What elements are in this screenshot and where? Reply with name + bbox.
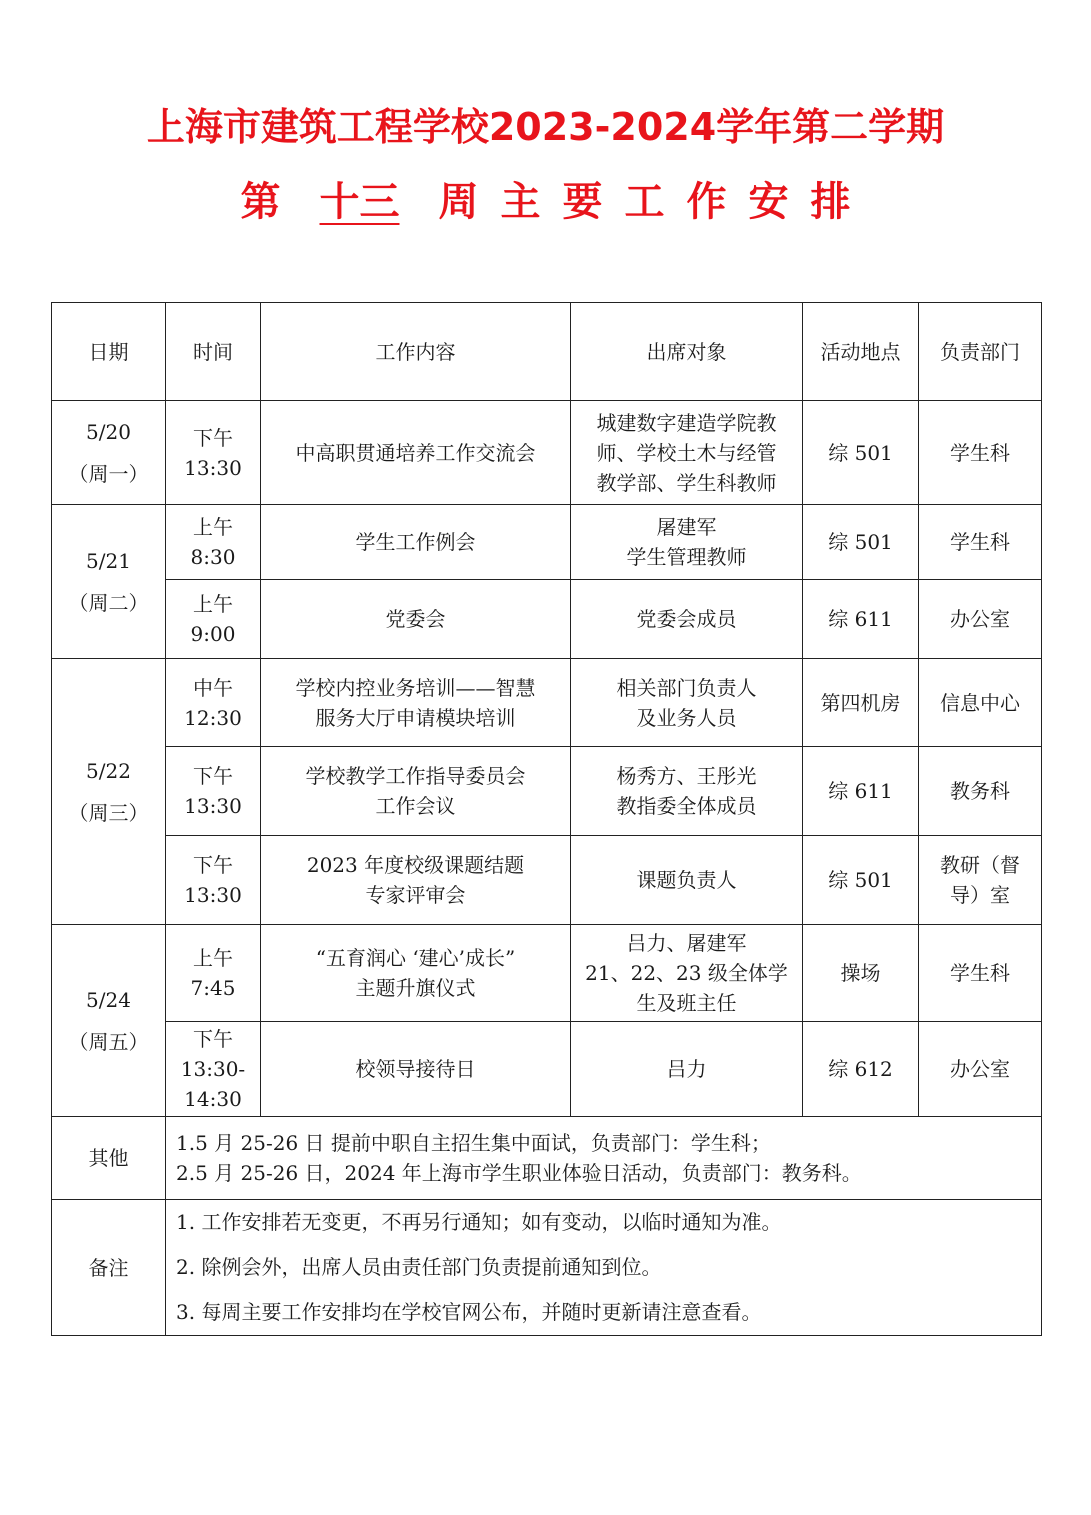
content-cell [261,1022,571,1117]
content-text: 2023 年度校级课题结题 [306,853,525,877]
date-text: 5/22 [86,758,131,783]
department-text: 学生科 [950,530,1010,554]
time-text: 13:30 [184,455,242,480]
location-text: 综 612 [828,1057,893,1081]
department-cell [919,1022,1042,1117]
document-title: 上海市建筑工程学校2023-2024学年第二学期 [146,105,945,149]
department-cell [919,836,1042,925]
schedule-table [51,302,1042,1336]
content-text: 学校教学工作指导委员会 [305,764,526,788]
attendees-text: 杨秀方、王彤光 [616,764,757,788]
department-cell [919,505,1042,580]
attendees-text: 学生管理教师 [626,545,747,569]
table-row [52,505,1042,580]
table-row [52,659,1042,747]
time-cell [166,505,261,580]
department-cell [919,659,1042,747]
other-row [52,1117,1042,1200]
table-row [52,836,1042,925]
department-text: 办公室 [950,607,1010,631]
time-text: 下午 [193,1027,233,1051]
table-row [52,1022,1042,1117]
attendees-text: 吕力 [666,1057,707,1081]
content-cell [261,659,571,747]
remark-line: 1. 工作安排若无变更，不再另行通知；如有变动，以临时通知为准。 [176,1210,782,1234]
time-cell [166,580,261,659]
content-text: 主题升旗仪式 [355,976,476,1000]
department-text: 导）室 [950,883,1010,907]
attendees-text: 相关部门负责人 [616,675,757,700]
weekday-text: （周三） [68,800,149,825]
other-label: 其他 [52,1117,166,1200]
location-cell [803,505,919,580]
time-cell [166,659,261,747]
location-text: 综 501 [828,440,893,465]
subtitle-char: 要 [562,179,603,225]
attendees-text: 生及班主任 [636,991,737,1015]
attendees-cell [571,1022,803,1117]
date-text: 5/21 [86,548,131,573]
time-cell [166,925,261,1022]
remark-line: 2. 除例会外，出席人员由责任部门负责提前通知到位。 [176,1255,662,1279]
content-cell [261,580,571,659]
subtitle-char: 工 [624,179,665,225]
location-text: 综 501 [828,530,893,554]
content-cell [261,401,571,505]
remark-line: 3. 每周主要工作安排均在学校官网公布，并随时更新请注意查看。 [176,1300,762,1324]
attendees-text: 教学部、学生科教师 [596,470,777,495]
header-cell: 工作内容 [261,303,571,401]
attendees-text: 城建数字建造学院教 [596,410,777,435]
content-text: 中高职贯通培养工作交流会 [295,440,536,465]
time-text: 中午 [193,675,233,700]
location-cell [803,580,919,659]
time-cell [166,836,261,925]
date-text: 5/24 [86,987,131,1012]
time-text: 下午 [193,853,233,877]
location-text: 综 611 [828,779,893,803]
department-text: 教研（督 [940,853,1020,877]
attendees-text: 吕力、屠建军 [626,931,747,955]
other-line: 2.5 月 25-26 日，2024 年上海市学生职业体验日活动，负责部门：教务科。 [176,1161,862,1185]
attendees-text: 屠建军 [656,515,717,539]
attendees-cell [571,925,803,1022]
location-cell [803,925,919,1022]
time-text: 7:45 [190,976,236,1000]
department-text: 学生科 [950,440,1010,465]
remarks-label: 备注 [52,1200,166,1336]
subtitle-char: 周 [438,179,479,225]
attendees-cell [571,401,803,505]
attendees-text: 21、22、23 级全体学 [585,961,788,985]
department-text: 信息中心 [940,690,1020,715]
time-text: 8:30 [190,545,236,569]
location-text: 第四机房 [820,690,901,715]
attendees-cell [571,659,803,747]
attendees-cell [571,505,803,580]
remarks-content [166,1200,1042,1336]
department-text: 教务科 [950,779,1010,803]
header-cell: 出席对象 [571,303,803,401]
attendees-text: 教指委全体成员 [616,794,757,818]
subtitle-char: 主 [500,179,541,225]
content-text: 工作会议 [375,794,456,818]
location-cell [803,836,919,925]
header-cell: 日期 [52,303,166,401]
date-text: 5/20 [86,419,131,444]
header-row [52,303,1042,401]
time-text: 12:30 [184,705,242,730]
attendees-text: 课题负责人 [636,868,737,892]
content-text: 学生工作例会 [355,530,476,554]
remarks-row [52,1200,1042,1336]
department-text: 办公室 [950,1057,1010,1081]
time-text: 上午 [193,946,233,970]
attendees-cell [571,580,803,659]
location-text: 操场 [840,961,881,985]
subtitle-prefix: 第 [240,179,281,225]
week-number: 十三 [319,179,400,225]
table-row [52,747,1042,836]
time-cell [166,747,261,836]
attendees-text: 党委会成员 [636,607,737,631]
content-cell [261,925,571,1022]
date-cell [52,505,166,659]
content-cell [261,505,571,580]
location-cell [803,1022,919,1117]
location-text: 综 501 [828,868,893,892]
attendees-text: 师、学校土木与经管 [596,440,777,465]
location-cell [803,401,919,505]
header-cell: 时间 [166,303,261,401]
time-text: 上午 [193,592,233,616]
header-cell: 活动地点 [803,303,919,401]
weekday-text: （周二） [68,590,149,615]
content-text: “五育润心 ‘建心’成长” [315,946,516,970]
attendees-cell [571,747,803,836]
time-text: 13:30- [180,1057,246,1081]
department-cell [919,580,1042,659]
location-text: 综 611 [828,607,893,631]
content-text: 专家评审会 [365,883,466,907]
content-text: 校领导接待日 [355,1057,476,1081]
content-text: 服务大厅申请模块培训 [315,705,516,730]
time-text: 下午 [193,764,233,788]
other-line: 1.5 月 25-26 日 提前中职自主招生集中面试，负责部门：学生科； [176,1131,771,1155]
subtitle-char: 排 [810,179,851,225]
attendees-text: 及业务人员 [636,705,737,730]
time-text: 下午 [193,425,233,450]
table-row [52,925,1042,1022]
content-text: 学校内控业务培训——智慧 [295,675,536,700]
table-row [52,401,1042,505]
time-text: 14:30 [184,1087,242,1111]
department-cell [919,747,1042,836]
location-cell [803,659,919,747]
department-cell [919,401,1042,505]
location-cell [803,747,919,836]
time-text: 9:00 [190,622,236,646]
date-cell [52,401,166,505]
time-text: 13:30 [184,794,242,818]
subtitle-char: 作 [686,179,727,225]
weekday-text: （周一） [68,461,149,486]
department-text: 学生科 [950,961,1010,985]
weekday-text: （周五） [68,1029,149,1054]
date-cell [52,925,166,1117]
department-cell [919,925,1042,1022]
content-cell [261,836,571,925]
content-text: 党委会 [385,607,446,631]
time-cell [166,1022,261,1117]
table-row [52,580,1042,659]
date-cell [52,659,166,925]
time-text: 上午 [193,515,233,539]
document-subtitle [0,170,1091,227]
header-cell: 负责部门 [919,303,1042,401]
subtitle-char: 安 [748,179,789,225]
other-content [166,1117,1042,1200]
attendees-cell [571,836,803,925]
content-cell [261,747,571,836]
time-cell [166,401,261,505]
time-text: 13:30 [184,883,242,907]
